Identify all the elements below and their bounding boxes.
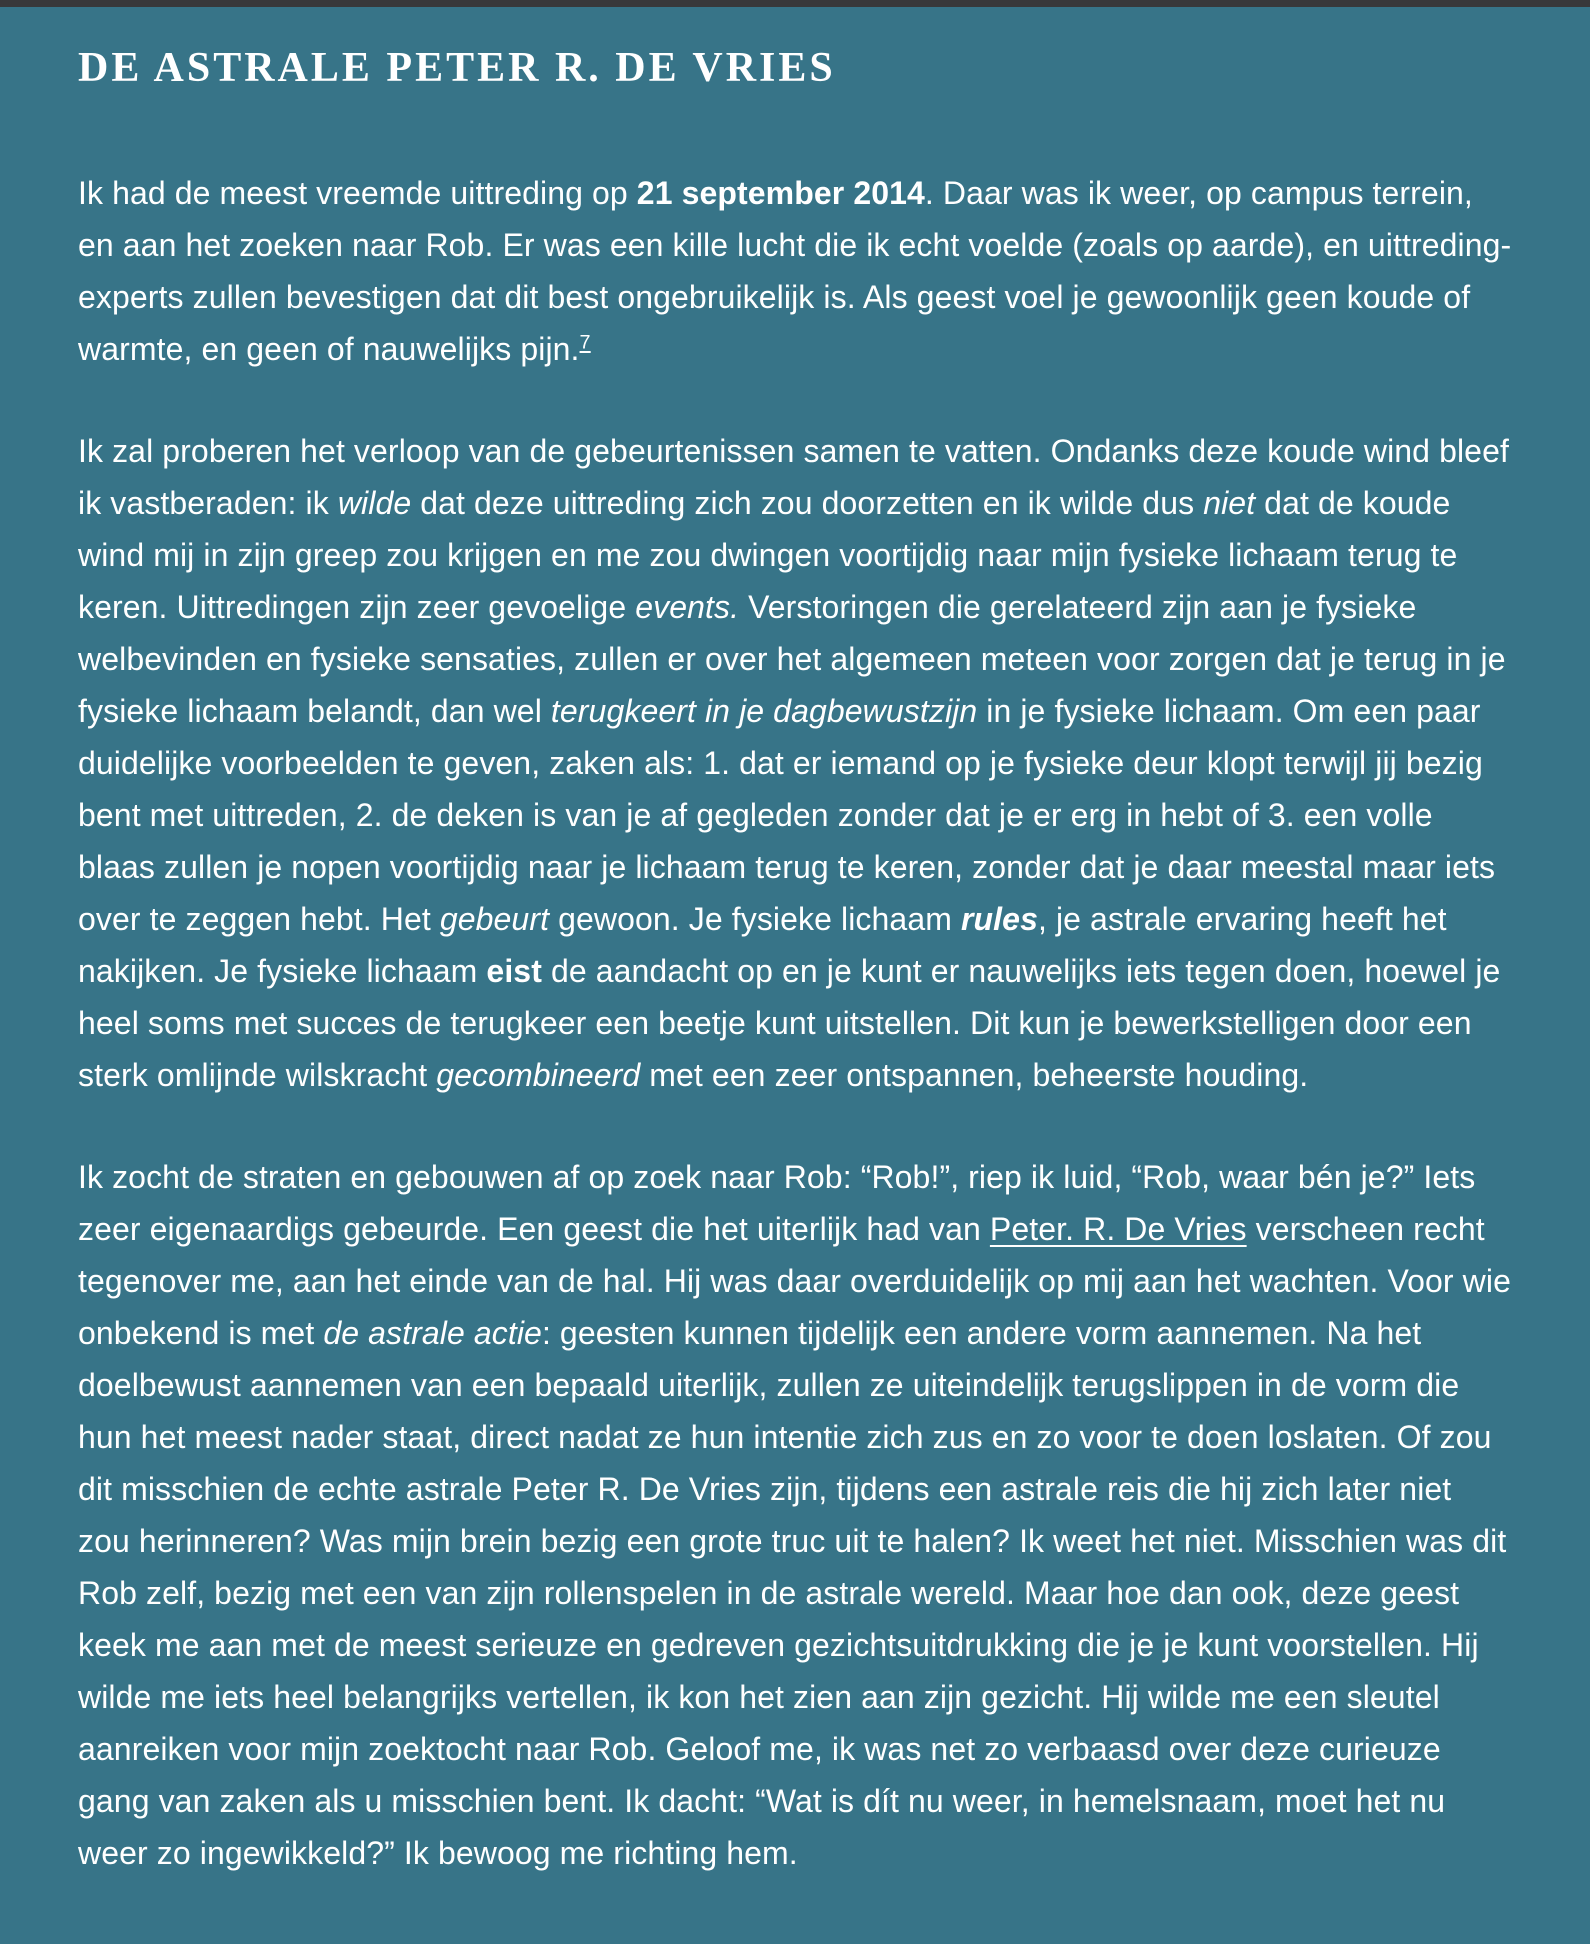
- italic-text: wilde: [337, 485, 412, 521]
- italic-text: de astrale actie: [323, 1315, 542, 1351]
- text-run: met een zeer ontspannen, beheerste houding.: [640, 1057, 1309, 1093]
- text-run: Ik had de meest vreemde uittreding op: [78, 175, 637, 211]
- italic-text: terugkeert in je dagbewustzijn: [550, 693, 978, 729]
- paragraph: [78, 425, 1512, 1101]
- text-run: : geesten kunnen tijdelijk een andere vorm aannemen. Na het doelbewust aannemen van een bepaald uiterlijk, zullen ze uiteindelijk terugslippen in de vorm die hun het meest nader staat, direct nadat ze hun intentie zich zus en zo voor te doen loslaten. Of zou dit misschien de echte astrale Peter R. De Vries zijn, tijdens een astrale reis die hij zich later niet zou herinneren? Was mijn brein bezig een grote truc uit te halen? Ik weet het niet. Misschien was dit Rob zelf, bezig met een van zijn rollenspelen in de astrale wereld. Maar hoe dan ook, deze geest keek me aan met de meest serieuze en gedreven gezichtsuitdrukking die je je kunt voorstellen. Hij wilde me iets heel belangrijks vertellen, ik kon het zien aan zijn gezicht. Hij wilde me een sleutel aanreiken voor mijn zoektocht naar Rob. Geloof me, ik was net zo verbaasd over deze curieuze gang van zaken als u misschien bent. Ik dacht: “Wat is dít nu weer, in hemelsnaam, moet het nu weer zo ingewikkeld?” Ik bewoog me richting hem.: [78, 1315, 1507, 1871]
- top-bar: [0, 0, 1590, 7]
- text-run: Verstoringen die gerelateerd zijn aan je fysieke welbevinden en fysieke sensaties, zullen er over het algemeen meteen voor zorgen dat je terug in je fysieke lichaam belandt, dan wel: [78, 589, 1506, 729]
- text-run: Ik zal proberen het verloop van de gebeurtenissen samen te vatten. Ondanks deze koude wind bleef ik vastberaden: ik: [78, 433, 1509, 521]
- paragraph: [78, 167, 1512, 375]
- paragraph: [78, 1151, 1512, 1879]
- article-page: [0, 7, 1590, 1879]
- text-run: , je astrale ervaring heeft het nakijken. Je fysieke lichaam: [78, 901, 1447, 989]
- text-run: in je fysieke lichaam. Om een paar duidelijke voorbeelden te geven, zaken als: 1. dat er iemand op je fysieke deur klopt terwijl jij bezig bent met uittreden, 2. de deken is van je af gegleden zonder dat je er erg in hebt of 3. een volle blaas zullen je nopen voortijdig naar je lichaam terug te keren, zonder dat je daar meestal maar iets over te zeggen hebt. Het: [78, 693, 1496, 937]
- italic-text: niet: [1203, 485, 1256, 521]
- article-body: [78, 167, 1512, 1879]
- text-run: . Daar was ik weer, op campus terrein, en aan het zoeken naar Rob. Er was een kille lucht die ik echt voelde (zoals op aarde), en uittreding-experts zullen bevestigen dat dit best ongebruikelijk is. Als geest voel je gewoonlijk geen koude of warmte, en geen of nauwelijks pijn.: [78, 175, 1512, 367]
- text-run: Ik zocht de straten en gebouwen af op zoek naar Rob: “Rob!”, riep ik luid, “Rob, waar bén je?” Iets zeer eigenaardigs gebeurde. Een geest die het uiterlijk had van: [78, 1159, 1476, 1247]
- bold-text: eist: [486, 953, 542, 989]
- bold-italic-text: rules: [960, 901, 1038, 937]
- person-link[interactable]: Peter. R. De Vries: [989, 1211, 1247, 1247]
- footnote-superscript: [580, 331, 591, 353]
- text-run: de aandacht op en je kunt er nauwelijks iets tegen doen, hoewel je heel soms met succes de terugkeer een beetje kunt uitstellen. Dit kun je bewerkstelligen door een sterk omlijnde wilskracht: [78, 953, 1501, 1093]
- bold-text: 21 september 2014: [636, 175, 925, 211]
- footnote-link[interactable]: 7: [579, 331, 591, 354]
- italic-text: gebeurt: [439, 901, 550, 937]
- text-run: verscheen recht tegenover me, aan het einde van de hal. Hij was daar overduidelijk op mij aan het wachten. Voor wie onbekend is met: [78, 1211, 1511, 1351]
- italic-text: events.: [635, 589, 740, 625]
- page-title: DE ASTRALE PETER R. DE VRIES: [78, 45, 836, 91]
- text-run: dat deze uittreding zich zou doorzetten en ik wilde dus: [411, 485, 1204, 521]
- italic-text: gecombineerd: [436, 1057, 641, 1093]
- text-run: dat de koude wind mij in zijn greep zou krijgen en me zou dwingen voortijdig naar mijn fysieke lichaam terug te keren. Uittredingen zijn zeer gevoelige: [78, 485, 1458, 625]
- text-run: gewoon. Je fysieke lichaam: [549, 901, 961, 937]
